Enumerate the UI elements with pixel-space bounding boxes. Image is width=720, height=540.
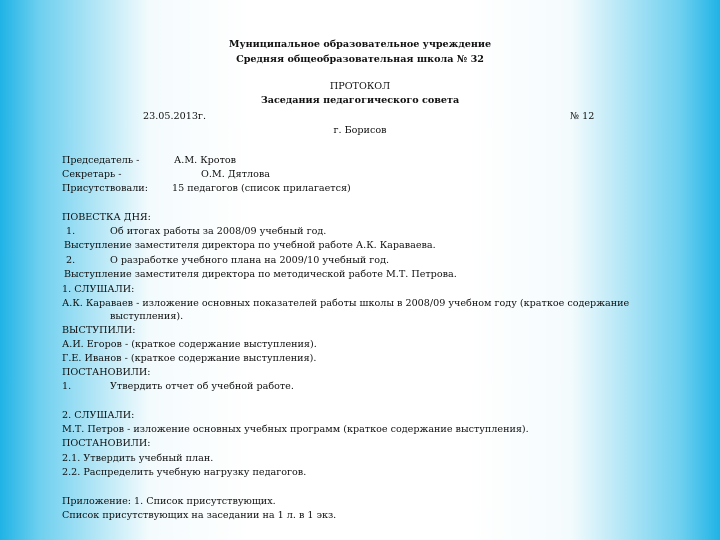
agenda-item-2-text: О разработке учебного плана на 2009/10 учебный год. xyxy=(110,255,390,266)
present-role: Присутствовали: xyxy=(62,183,148,194)
institution-line-2: Средняя общеобразовательная школа № 32 xyxy=(236,54,484,65)
agenda-item-1-speaker: Выступление заместителя директора по учебной работе А.К. Караваева. xyxy=(64,240,436,251)
protocol-city: г. Борисов xyxy=(333,125,387,136)
appendix-line-1: Приложение: 1. Список присутствующих. xyxy=(62,496,276,507)
section-1-heard-text: А.К. Караваев - изложение основных показателей работы школы в 2008/09 учебном году (краткое содержание xyxy=(62,298,630,309)
section-2-heard-text: М.Т. Петров - изложение основных учебных программ (краткое содержание выступления). xyxy=(62,424,529,435)
section-2-resolved-title: ПОСТАНОВИЛИ: xyxy=(62,438,151,449)
section-1-speaker-1: А.И. Егоров - (краткое содержание выступления). xyxy=(62,339,317,350)
section-1-resolution-text: Утвердить отчет об учебной работе. xyxy=(110,381,294,392)
section-2-resolution-2: 2.2. Распределить учебную нагрузку педагогов. xyxy=(62,467,307,478)
section-2-resolution-1: 2.1. Утвердить учебный план. xyxy=(62,453,214,464)
agenda-item-2-speaker: Выступление заместителя директора по методической работе М.Т. Петрова. xyxy=(64,269,457,280)
agenda-title: ПОВЕСТКА ДНЯ: xyxy=(62,212,151,223)
institution-line-1: Муниципальное образовательное учреждение xyxy=(228,39,492,50)
protocol-subtitle: Заседания педагогического совета xyxy=(260,95,460,106)
section-1-spoke-title: ВЫСТУПИЛИ: xyxy=(62,325,136,336)
appendix-line-2: Список присутствующих на заседании на 1 л. в 1 экз. xyxy=(62,510,337,521)
section-1-heard-text-continued: выступления). xyxy=(110,311,184,322)
section-1-speaker-2: Г.Е. Иванов - (краткое содержание выступления). xyxy=(62,353,317,364)
chair-role: Председатель - xyxy=(62,155,140,166)
section-2-heard-title: 2. СЛУШАЛИ: xyxy=(62,410,135,421)
protocol-title: ПРОТОКОЛ xyxy=(329,81,391,92)
secretary-name: О.М. Дятлова xyxy=(201,169,270,180)
section-1-resolution-number: 1. xyxy=(62,381,72,392)
secretary-role: Секретарь - xyxy=(62,169,122,180)
agenda-item-1-number: 1. xyxy=(66,226,76,237)
section-1-heard-title: 1. СЛУШАЛИ: xyxy=(62,284,135,295)
agenda-item-1-text: Об итогах работы за 2008/09 учебный год. xyxy=(110,226,327,237)
agenda-item-2-number: 2. xyxy=(66,255,76,266)
section-1-resolved-title: ПОСТАНОВИЛИ: xyxy=(62,367,151,378)
chair-name: А.М. Кротов xyxy=(174,155,237,166)
present-value: 15 педагогов (список прилагается) xyxy=(172,183,351,194)
protocol-number: № 12 xyxy=(570,111,595,122)
protocol-date: 23.05.2013г. xyxy=(143,111,207,122)
